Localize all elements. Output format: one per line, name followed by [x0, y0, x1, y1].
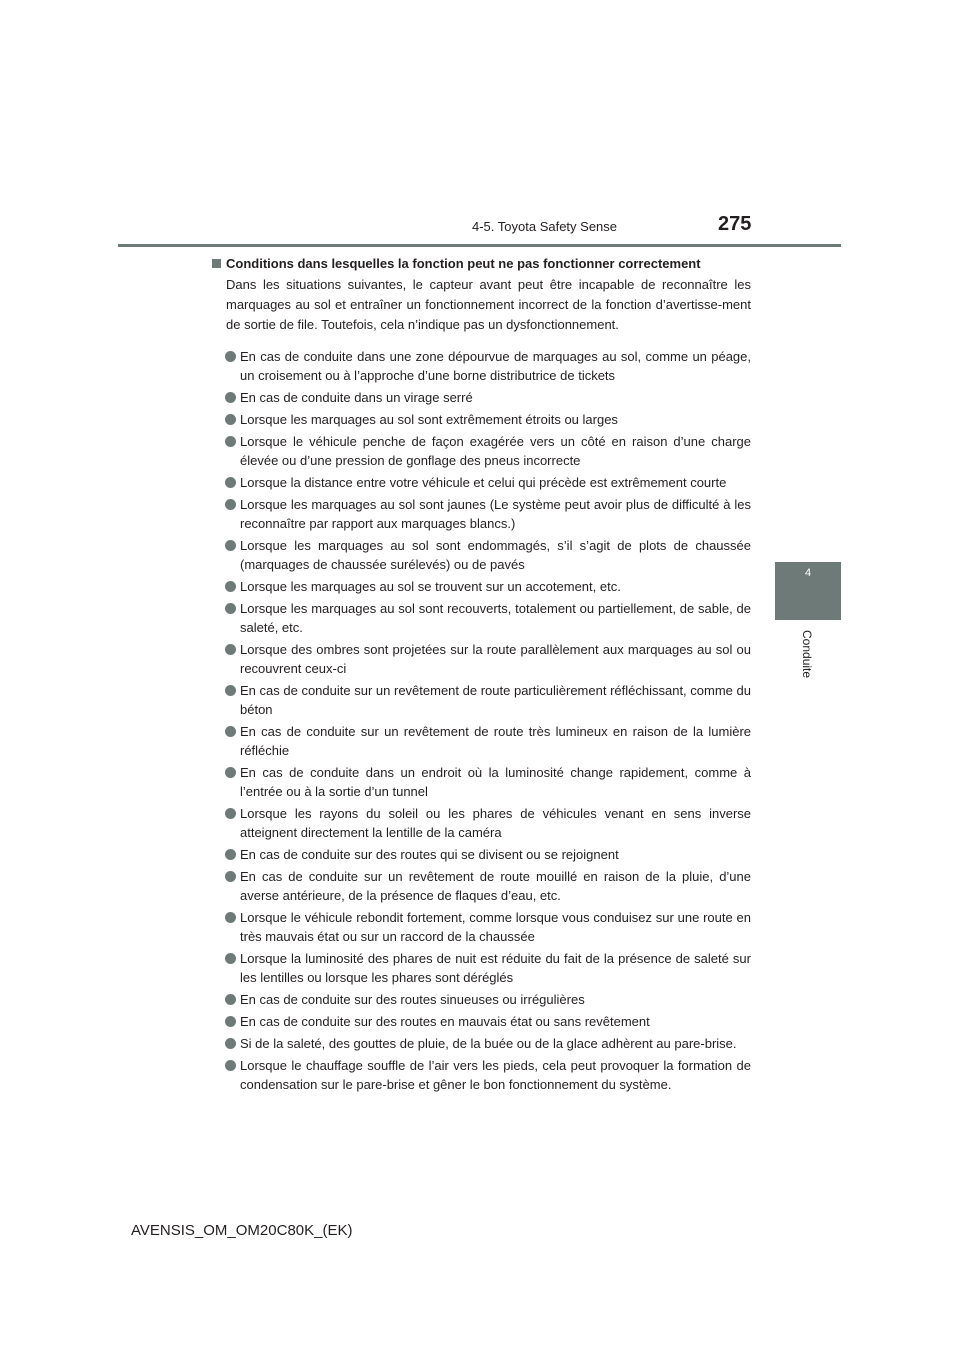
list-item-text: En cas de conduite sur un revêtement de route mouillé en raison de la pluie, d’une averse antérieure, de la présence de flaques d’eau, etc. — [240, 869, 751, 903]
list-item-text: Lorsque les marquages au sol sont endommagés, s’il s’agit de plots de chaussée (marquages de chaussée surélevés) ou de pavés — [240, 538, 751, 572]
circle-bullet-icon — [225, 392, 236, 403]
list-item — [211, 536, 751, 574]
list-item — [211, 722, 751, 760]
chapter-label: Conduite — [800, 630, 814, 679]
list-item — [211, 347, 751, 385]
list-item — [211, 432, 751, 470]
circle-bullet-icon — [225, 994, 236, 1005]
circle-bullet-icon — [225, 685, 236, 696]
list-item — [211, 949, 751, 987]
header-section-title: 4-5. Toyota Safety Sense — [472, 219, 618, 234]
list-item — [211, 681, 751, 719]
circle-bullet-icon — [225, 414, 236, 425]
list-item-text: Lorsque les marquages au sol se trouvent sur un accotement, etc. — [240, 579, 621, 594]
list-item — [211, 495, 751, 533]
section-title-text: Conditions dans lesquelles la fonction peut ne pas fonctionner correctement — [226, 256, 701, 271]
circle-bullet-icon — [225, 1016, 236, 1027]
circle-bullet-icon — [225, 499, 236, 510]
list-item — [211, 1034, 751, 1053]
list-item — [211, 804, 751, 842]
list-item — [211, 410, 751, 429]
list-item — [211, 867, 751, 905]
circle-bullet-icon — [225, 912, 236, 923]
list-item — [211, 763, 751, 801]
list-item-text: Lorsque les marquages au sol sont jaunes (Le système peut avoir plus de difficulté à les reconnaître par rapport aux marquages blancs.) — [240, 497, 751, 531]
chapter-tab — [775, 562, 841, 620]
chapter-label-container — [800, 630, 816, 690]
circle-bullet-icon — [225, 1060, 236, 1071]
list-item — [211, 599, 751, 637]
circle-bullet-icon — [225, 540, 236, 551]
list-item-text: En cas de conduite dans un virage serré — [240, 390, 473, 405]
list-item-text: En cas de conduite sur un revêtement de route particulièrement réfléchissant, comme du béton — [240, 683, 751, 717]
chapter-number: 4 — [804, 567, 812, 579]
document-code: AVENSIS_OM_OM20C80K_(EK) — [131, 1222, 353, 1239]
list-item-text: Lorsque le véhicule penche de façon exagérée vers un côté en raison d’une charge élevée ou d’une pression de gonflage des pneus incorrecte — [240, 434, 751, 468]
circle-bullet-icon — [225, 477, 236, 488]
conditions-list — [211, 347, 751, 1094]
square-bullet-icon — [212, 259, 221, 268]
circle-bullet-icon — [225, 603, 236, 614]
circle-bullet-icon — [225, 849, 236, 860]
circle-bullet-icon — [225, 581, 236, 592]
list-item-text: En cas de conduite dans un endroit où la luminosité change rapidement, comme à l’entrée ou à la sortie d’un tunnel — [240, 765, 751, 799]
list-item-text: Lorsque les marquages au sol sont extrêmement étroits ou larges — [240, 412, 618, 427]
list-item — [211, 640, 751, 678]
header-divider — [118, 244, 841, 247]
section-heading — [211, 254, 751, 273]
list-item — [211, 908, 751, 946]
list-item-text: En cas de conduite sur des routes en mauvais état ou sans revêtement — [240, 1014, 650, 1029]
list-item-text: Lorsque les marquages au sol sont recouverts, totalement ou partiellement, de sable, de saleté, etc. — [240, 601, 751, 635]
circle-bullet-icon — [225, 351, 236, 362]
list-item — [211, 1012, 751, 1031]
circle-bullet-icon — [225, 808, 236, 819]
list-item — [211, 845, 751, 864]
page-number: 275 — [718, 213, 752, 235]
circle-bullet-icon — [225, 436, 236, 447]
list-item-text: Lorsque les rayons du soleil ou les phares de véhicules venant en sens inverse atteignent directement la lentille de la caméra — [240, 806, 751, 840]
list-item-text: Lorsque des ombres sont projetées sur la route parallèlement aux marquages au sol ou recouvrent ceux-ci — [240, 642, 751, 676]
list-item-text: Lorsque la distance entre votre véhicule et celui qui précède est extrêmement courte — [240, 475, 727, 490]
main-content — [211, 254, 751, 1097]
circle-bullet-icon — [225, 726, 236, 737]
circle-bullet-icon — [225, 953, 236, 964]
circle-bullet-icon — [225, 767, 236, 778]
circle-bullet-icon — [225, 1038, 236, 1049]
list-item — [211, 473, 751, 492]
list-item-text: En cas de conduite sur des routes sinueuses ou irrégulières — [240, 992, 585, 1007]
list-item-text: En cas de conduite sur un revêtement de route très lumineux en raison de la lumière réfléchie — [240, 724, 751, 758]
list-item — [211, 990, 751, 1009]
list-item — [211, 388, 751, 407]
circle-bullet-icon — [225, 871, 236, 882]
list-item-text: Lorsque le chauffage souffle de l’air vers les pieds, cela peut provoquer la formation de condensation sur le pare-brise et gêner le bon fonctionnement du système. — [240, 1058, 751, 1092]
list-item-text: En cas de conduite dans une zone dépourvue de marquages au sol, comme un péage, un croisement ou à l’approche d’une borne distributrice de tickets — [240, 349, 751, 383]
section-intro: Dans les situations suivantes, le capteur avant peut être incapable de reconnaître les marquages au sol et entraîner un fonctionnement incorrect de la fonction d’avertisse-ment de sortie de file. Toutefois, cela n’indique pas un dysfonctionnement. — [226, 277, 751, 332]
list-item — [211, 577, 751, 596]
list-item-text: Lorsque la luminosité des phares de nuit est réduite du fait de la présence de saleté sur les lentilles ou lorsque les phares sont déréglés — [240, 951, 751, 985]
list-item-text: Si de la saleté, des gouttes de pluie, de la buée ou de la glace adhèrent au pare-brise. — [240, 1036, 737, 1051]
circle-bullet-icon — [225, 644, 236, 655]
list-item-text: En cas de conduite sur des routes qui se divisent ou se rejoignent — [240, 847, 619, 862]
list-item — [211, 1056, 751, 1094]
list-item-text: Lorsque le véhicule rebondit fortement, comme lorsque vous conduisez sur une route en très mauvais état ou sur un raccord de la chaussée — [240, 910, 751, 944]
